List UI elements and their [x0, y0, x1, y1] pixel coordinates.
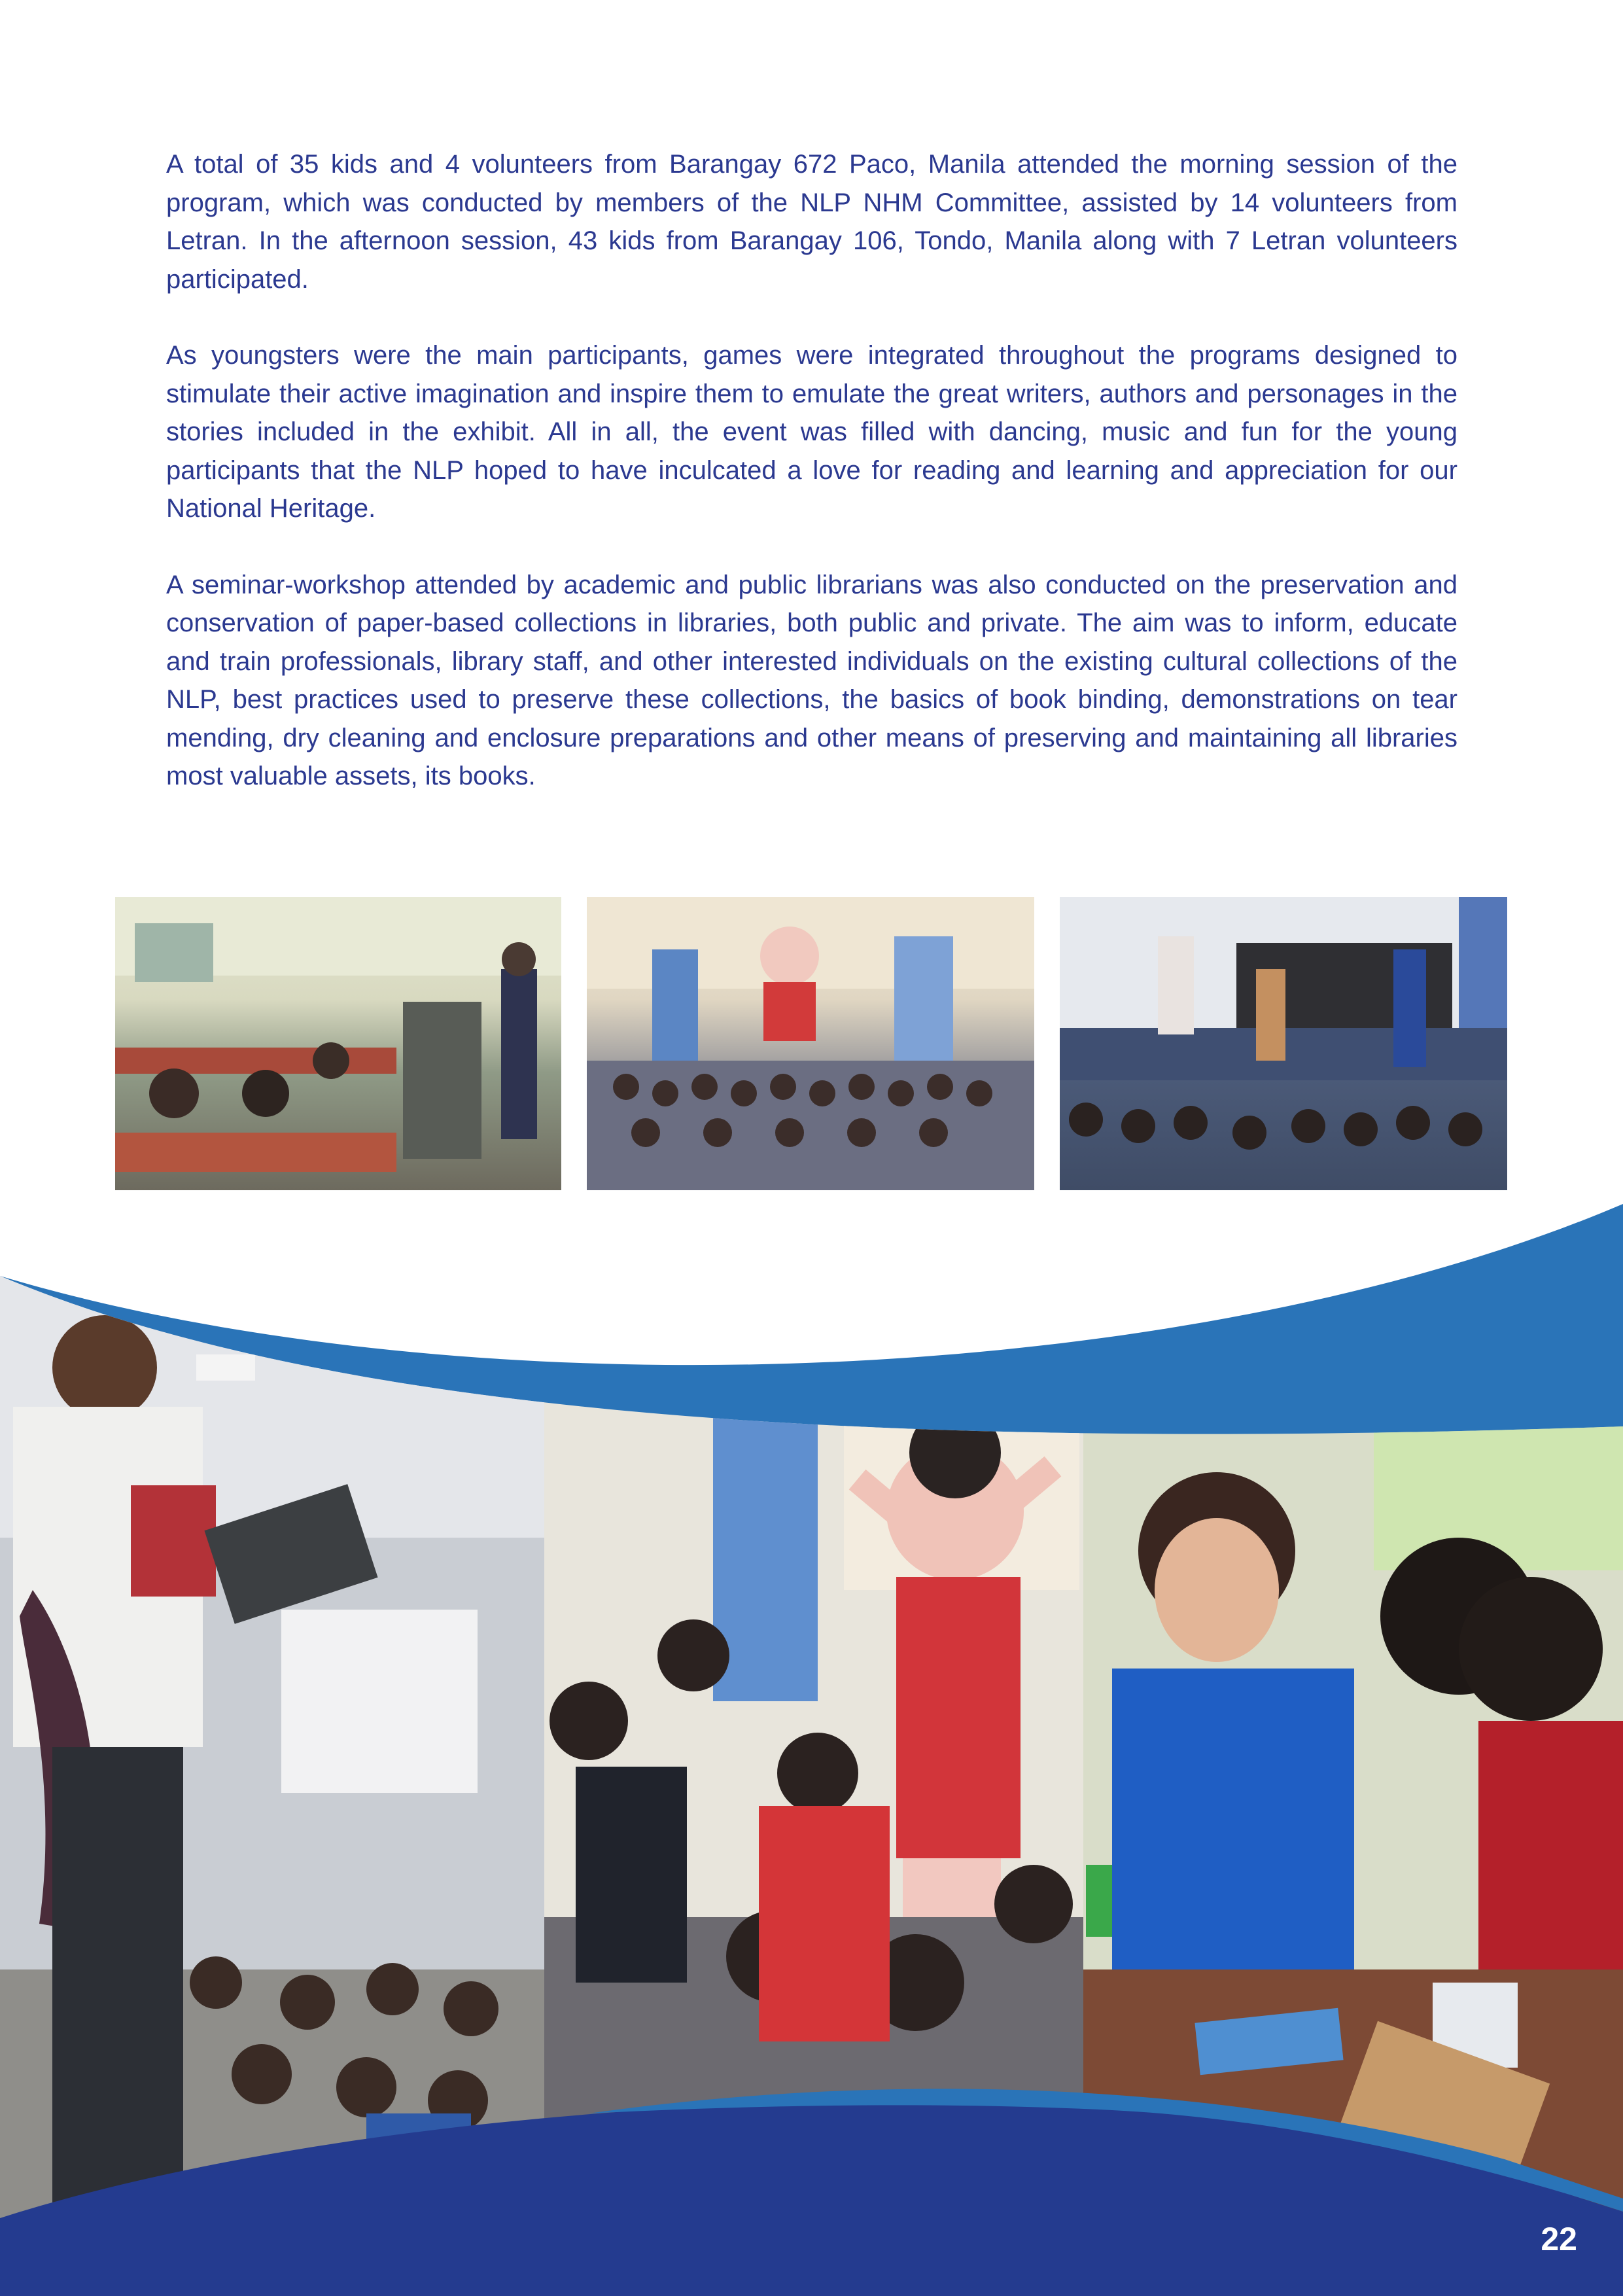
photo-stage-storytelling: [1060, 897, 1507, 1190]
body-text: [166, 145, 1457, 834]
photo-session-classroom: [115, 897, 561, 1190]
bottom-photo-collage: [0, 1197, 1623, 2296]
photo-kids-mascot: [587, 897, 1034, 1190]
page-number: 22: [1541, 2221, 1577, 2257]
paragraph-3: A seminar-workshop attended by academic and public librarians was also conducted on the preservation and conservation of paper-based collections in libraries, both public and private. The aim was to inform, educate and train professionals, library staff, and other interested individuals on the existing cultural collections of the NLP, best practices used to preserve these collections, the basics of book binding, demonstrations on tear mending, dry cleaning and enclosure preparations and other means of preserving and maintaining all libraries most valuable assets, its books.: [166, 570, 1457, 790]
photo-kids-scene: [587, 897, 1034, 1190]
photo-stage-scene: [1060, 897, 1507, 1190]
paragraph-1: A total of 35 kids and 4 volunteers from Barangay 672 Paco, Manila attended the morning session of the program, which was conducted by members of the NLP NHM Committee, assisted by 14 volunteers from Letran. In the afternoon session, 43 kids from Barangay 106, Tondo, Manila along with 7 Letran volunteers participated.: [166, 150, 1457, 294]
photo-classroom-scene: [115, 897, 561, 1190]
paragraph-2: As youngsters were the main participants, games were integrated throughout the programs designed to stimulate their active imagination and inspire them to emulate the great writers, authors and personages in the stories included in the exhibit. All in all, the event was filled with dancing, music and fun for the young participants that the NLP hoped to have inculcated a love for reading and learning and appreciation for our National Heritage.: [166, 341, 1457, 523]
